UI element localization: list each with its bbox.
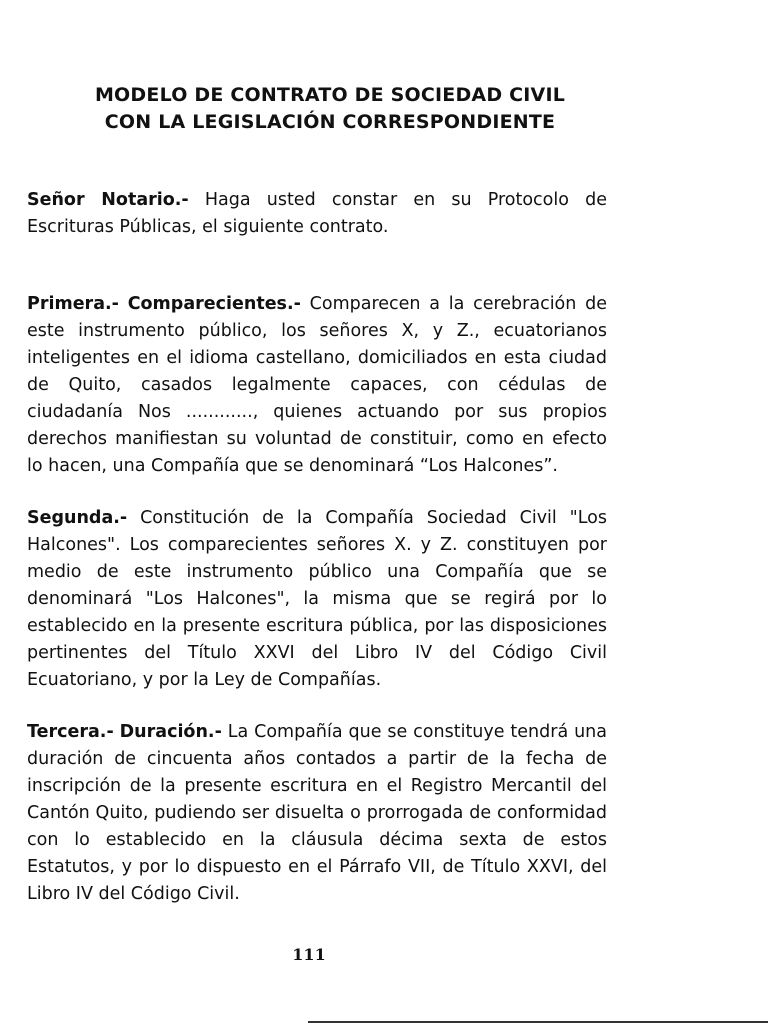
clause-number: Segunda.- <box>27 508 128 528</box>
document-title <box>30 82 630 136</box>
clause-heading: Comparecientes.- <box>127 294 301 314</box>
clause-text: Comparecen a la cerebración de este instrumento público, los señores X, y Z., ecuatorianos inteligentes en el idioma castellano, domiciliados en esta ciudad de Quito, casados legalmente capaces, con cédulas de ciudadanía Nos ............, quienes actuando por sus propios derechos manifiestan su voluntad de constituir, como en efecto lo hacen, una Compañía que se denominará “Los Halcones”. <box>27 294 607 476</box>
intro-heading: Señor Notario.- <box>27 190 189 210</box>
page-number: 111 <box>292 945 326 964</box>
clause-segunda <box>27 505 607 694</box>
intro-paragraph <box>27 187 607 241</box>
clause-text: La Compañía que se constituye tendrá una duración de cincuenta años contados a partir de la fecha de inscripción de la presente escritura en el Registro Mercantil del Cantón Quito, pudiendo ser disuelta o prorrogada de conformidad con lo establecido en la cláusula décima sexta de estos Estatutos, y por lo dispuesto en el Párrafo VII, de Título XXVI, del Libro IV del Código Civil. <box>27 722 607 904</box>
clause-number: Primera.- <box>27 294 119 314</box>
clause-number: Tercera.- <box>27 722 114 742</box>
bottom-rule <box>308 1021 768 1023</box>
title-line-1: MODELO DE CONTRATO DE SOCIEDAD CIVIL <box>94 84 566 106</box>
title-line-2: CON LA LEGISLACIÓN CORRESPONDIENTE <box>104 111 556 133</box>
clause-text: Constitución de la Compañía Sociedad Civil "Los Halcones". Los comparecientes señores X. y Z. constituyen por medio de este instrumento público una Compañía que se denominará "Los Halcones", la misma que se regirá por lo establecido en la presente escritura pública, por las disposiciones pertinentes del Título XXVI del Libro IV del Código Civil Ecuatoriano, y por la Ley de Compañías. <box>27 508 607 690</box>
intro-text: Haga usted constar en su Protocolo de Escrituras Públicas, el siguiente contrato. <box>27 190 607 237</box>
clause-heading: Duración.- <box>119 722 222 742</box>
clause-primera <box>27 291 607 480</box>
clause-tercera <box>27 719 607 908</box>
